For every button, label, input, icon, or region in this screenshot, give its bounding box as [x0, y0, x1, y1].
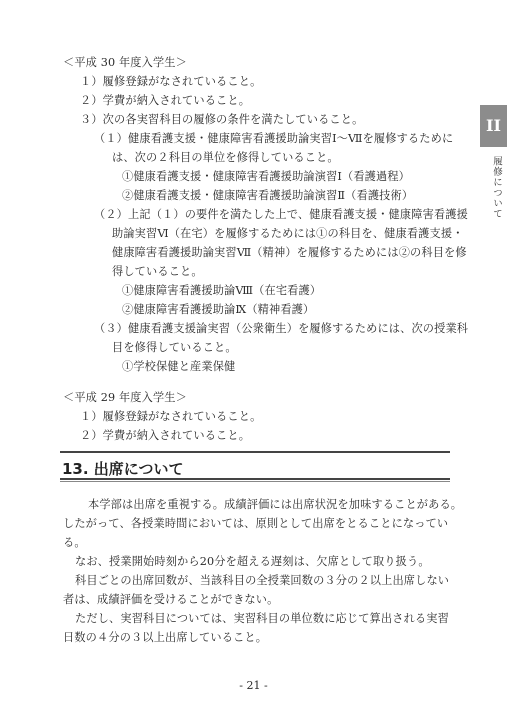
body-line-5: 科目ごとの出席回数が、当該科目の全授業回数の３分の２以上出席しない	[75, 574, 450, 587]
heading-h30: ＜平成 30 年度入学生＞	[63, 56, 187, 69]
h30-sub-1-a: ①健康看護支援・健康障害看護援助論演習Ⅰ（看護過程）	[122, 170, 411, 183]
h29-item-1: １）履修登録がなされていること。	[80, 410, 262, 423]
body-line-1: 本学部は出席を重視する。成績評価には出席状況を加味することがある。	[88, 498, 463, 511]
h30-item-1: １）履修登録がなされていること。	[80, 75, 262, 88]
section-title: 13. 出席について	[62, 460, 184, 478]
h30-sub-2-b: ②健康障害看護援助論Ⅸ（精神看護）	[122, 303, 315, 316]
h30-sub-2-cont3: 得していること。	[112, 265, 203, 278]
heading-h29: ＜平成 29 年度入学生＞	[63, 391, 187, 404]
body-line-6: 者は、成績評価を受けることができない。	[63, 593, 279, 606]
h30-sub-2-cont2: 健康障害看護援助論実習Ⅶ（精神）を履修するためには②の科目を修	[112, 246, 467, 259]
h30-item-2: ２）学費が納入されていること。	[80, 94, 251, 107]
chapter-tab: II	[480, 105, 507, 147]
h30-sub-3: （３）健康看護支援論実習（公衆衛生）を履修するためには、次の授業科	[94, 322, 469, 335]
section-rule-bottom	[60, 478, 450, 480]
body-line-7: ただし、実習科目については、実習科目の単位数に応じて算出される実習	[75, 612, 449, 625]
body-line-4: なお、授業開始時刻から20分を超える遅刻は、欠席として取り扱う。	[75, 555, 430, 568]
chapter-label: 履修について	[491, 156, 502, 219]
h30-sub-3-a: ①学校保健と産業保健	[122, 360, 236, 373]
page-number: - 21 -	[239, 679, 268, 692]
section-rule-bottom-thin	[60, 481, 450, 482]
h30-sub-2: （２）上記（１）の要件を満たした上で、健康看護支援・健康障害看護援	[94, 208, 468, 221]
body-line-8: 日数の４分の３以上出席していること。	[63, 631, 268, 644]
body-line-2: したがって、各授業時間においては、原則として出席をとることになってい	[63, 517, 449, 530]
body-line-3: る。	[63, 536, 86, 549]
h30-sub-2-a: ①健康障害看護援助論Ⅷ（在宅看護）	[122, 284, 322, 297]
h30-sub-1-b: ②健康看護支援・健康障害看護援助論演習Ⅱ（看護技術）	[122, 189, 414, 202]
h30-item-3: ３）次の各実習科目の履修の条件を満たしていること。	[80, 113, 364, 126]
h30-sub-2-cont1: 助論実習Ⅵ（在宅）を履修するためには①の科目を、健康看護支援・	[112, 227, 464, 240]
h30-sub-1-cont: は、次の２科目の単位を修得していること。	[112, 151, 339, 164]
section-rule-top	[60, 451, 450, 453]
h30-sub-1: （１）健康看護支援・健康障害看護援助論実習Ⅰ～Ⅶを履修するために	[94, 132, 454, 145]
h30-sub-3-cont: 目を修得していること。	[112, 341, 237, 354]
h29-item-2: ２）学費が納入されていること。	[80, 429, 251, 442]
